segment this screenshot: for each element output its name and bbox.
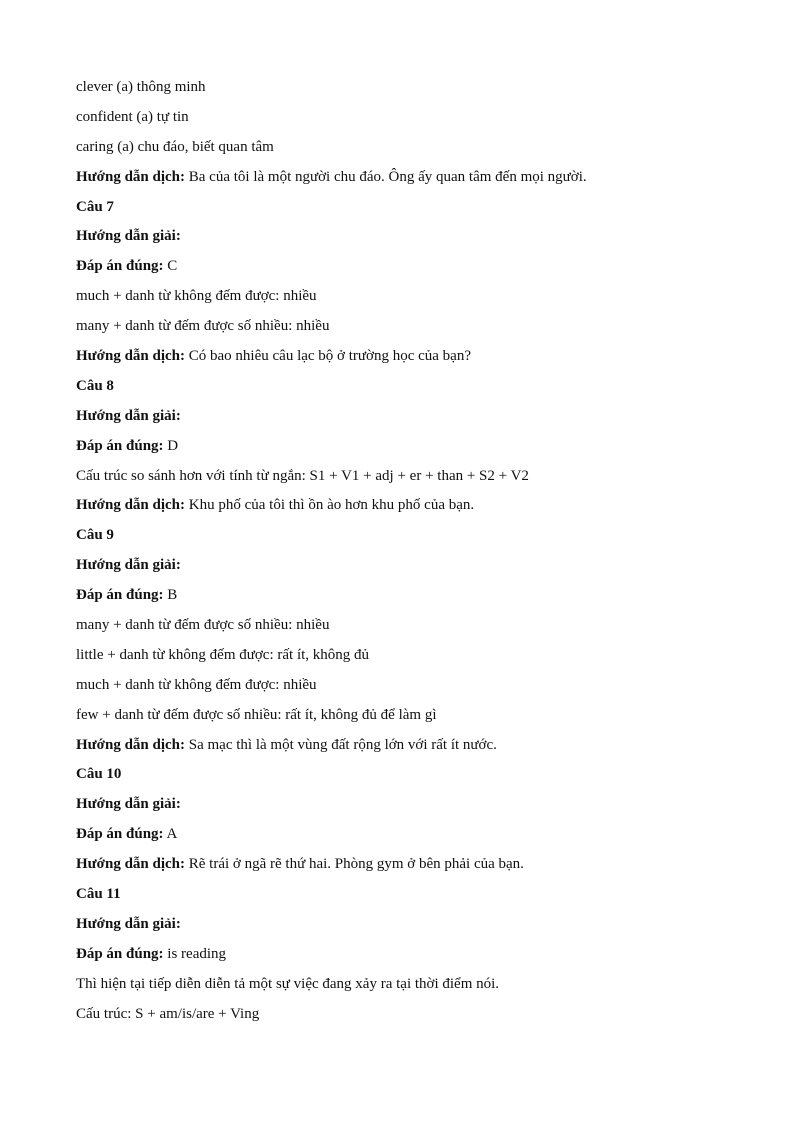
- question-heading: Câu 8: [76, 377, 114, 394]
- answer-line: [76, 255, 736, 285]
- answer-line: [76, 823, 736, 853]
- question-heading: Câu 7: [76, 198, 114, 215]
- translation-label: Hướng dẫn dịch:: [76, 497, 186, 514]
- answer-label: Đáp án đúng:: [76, 258, 164, 275]
- explanation-line: many + danh từ đếm được số nhiều: nhiều: [76, 617, 330, 634]
- translation-line: [76, 345, 736, 375]
- answer-value: C: [163, 258, 178, 275]
- explanation-line: Cấu trúc: S + am/is/are + Ving: [76, 1005, 260, 1022]
- translation-text: Sa mạc thì là một vùng đất rộng lớn với rất ít nước.: [185, 736, 497, 753]
- translation-label: Hướng dẫn dịch:: [76, 736, 186, 753]
- answer-label: Đáp án đúng:: [76, 587, 164, 604]
- solution-heading: Hướng dẫn giải:: [76, 228, 181, 245]
- answer-value: B: [163, 587, 178, 604]
- translation-label: Hướng dẫn dịch:: [76, 348, 186, 365]
- answer-label: Đáp án đúng:: [76, 945, 164, 962]
- solution-heading: Hướng dẫn giải:: [76, 407, 181, 424]
- explanation-line: Thì hiện tại tiếp diễn diễn tả một sự việc đang xảy ra tại thời điểm nói.: [76, 975, 500, 992]
- translation-line: [76, 166, 736, 196]
- document-page: [76, 76, 736, 1033]
- vocab-line: clever (a) thông minh: [76, 79, 206, 95]
- vocab-line: confident (a) tự tin: [76, 108, 189, 125]
- answer-label: Đáp án đúng:: [76, 437, 164, 454]
- translation-text: Rẽ trái ở ngã rẽ thứ hai. Phòng gym ở bên phải của bạn.: [185, 856, 524, 873]
- answer-line: [76, 435, 736, 465]
- answer-label: Đáp án đúng:: [76, 826, 164, 843]
- question-heading: Câu 10: [76, 766, 122, 783]
- translation-line: [76, 853, 736, 883]
- answer-value: D: [163, 437, 179, 454]
- translation-text: Ba của tôi là một người chu đáo. Ông ấy quan tâm đến mọi người.: [185, 168, 587, 185]
- translation-line: [76, 494, 736, 524]
- solution-heading: Hướng dẫn giải:: [76, 557, 181, 574]
- answer-line: [76, 584, 736, 614]
- translation-line: [76, 734, 736, 764]
- explanation-line: little + danh từ không đếm được: rất ít, không đủ: [76, 646, 370, 663]
- solution-heading: Hướng dẫn giải:: [76, 796, 181, 813]
- translation-label: Hướng dẫn dịch:: [76, 168, 186, 185]
- vocab-line: caring (a) chu đáo, biết quan tâm: [76, 138, 274, 155]
- solution-heading: Hướng dẫn giải:: [76, 915, 181, 932]
- explanation-line: much + danh từ không đếm được: nhiều: [76, 288, 317, 305]
- answer-line: [76, 943, 736, 973]
- question-heading: Câu 9: [76, 527, 114, 544]
- translation-label: Hướng dẫn dịch:: [76, 856, 186, 873]
- explanation-line: few + danh từ đếm được số nhiều: rất ít, không đủ để làm gì: [76, 706, 437, 723]
- translation-text: Có bao nhiêu câu lạc bộ ở trường học của bạn?: [185, 348, 471, 365]
- answer-value: is reading: [163, 945, 227, 962]
- explanation-line: many + danh từ đếm được số nhiều: nhiều: [76, 318, 330, 335]
- question-heading: Câu 11: [76, 886, 121, 903]
- answer-value: A: [163, 826, 178, 843]
- explanation-line: Cấu trúc so sánh hơn với tính từ ngắn: S1 + V1 + adj + er + than + S2 + V2: [76, 467, 529, 484]
- translation-text: Khu phố của tôi thì ồn ào hơn khu phố của bạn.: [185, 497, 475, 514]
- explanation-line: much + danh từ không đếm được: nhiều: [76, 676, 317, 693]
